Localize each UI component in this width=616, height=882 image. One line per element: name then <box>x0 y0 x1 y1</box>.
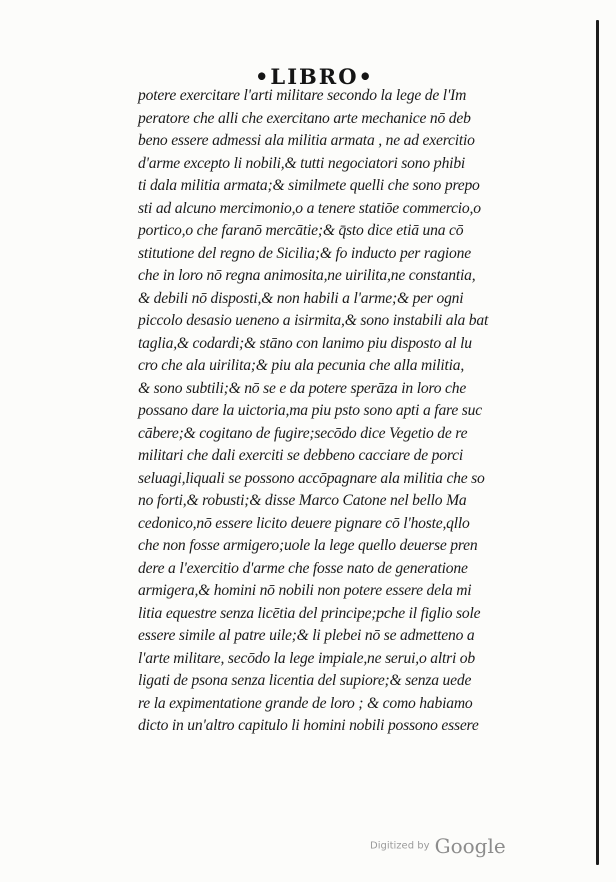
text-line: cābere;& cogitano de fugire;secōdo dice Vegetio de re <box>138 424 468 442</box>
text-line: sti ad alcuno mercimonio,o a tenere statiōe commercio,o <box>138 199 481 217</box>
text-line: essere simile al patre uile;& li plebei nō se admetteno a <box>138 627 475 644</box>
text-line: piccolo desasio ueneno a isirmita,& sono instabili ala bat <box>138 312 489 329</box>
text-line: potere exercitare l'arti militare secondo la lege de l'Im <box>138 87 467 104</box>
text-line: dicto in un'altro capitulo li homini nobili possono essere <box>138 717 479 734</box>
text-line: beno essere admessi ala militia armata , ne ad exercitio <box>138 132 475 149</box>
text-line: cro che ala uirilita;& piu ala pecunia che alla militia, <box>138 357 465 374</box>
text-line: possano dare la uictoria,ma piu psto sono apti a fare suc <box>138 402 482 419</box>
text-line: militari che dali exerciti se debbeno cacciare de porci <box>138 447 464 464</box>
text-line: armigera,& homini nō nobili non potere essere dela mi <box>138 582 472 599</box>
text-line: dere a l'exercitio d'arme che fosse nato de generatione <box>138 559 468 577</box>
text-line: d'arme excepto li nobili,& tutti negociatori sono ƿhibi <box>138 154 466 172</box>
running-header: •LIBRO• <box>255 64 374 89</box>
google-logo: Google <box>434 834 506 858</box>
text-line: l'arte militare, secōdo la lege impiale,ne serui,o altri ob <box>138 649 476 667</box>
text-line: cedonico,nō essere licito deuere pignare cō l'hoste,qllo <box>138 514 470 532</box>
text-line: portico,o che faranō mercātie;& q̄sto dice etiā una cō <box>138 222 464 239</box>
page-edge-rule <box>596 20 599 865</box>
text-line: taglia,& codardi;& stāno con lanimo piu disposto al lu <box>138 334 472 352</box>
digitization-watermark <box>370 834 506 858</box>
text-line: che in loro nō regna animosita,ne uirilita,ne constantia, <box>138 267 476 284</box>
text-line: peratore che alli che exercitano arte mechanice nō deb <box>138 109 471 127</box>
text-line: seluagi,liquali se possono accōpagnare ala militia che so <box>138 469 485 487</box>
text-line: & debili nō disposti,& non habili a l'arme;& per ogni <box>138 289 464 307</box>
text-line: stitutione del regno de Sicilia;& fo inducto per ragione <box>138 244 471 262</box>
text-line: no forti,& robusti;& disse Marco Catone nel bello Ma <box>138 492 467 509</box>
text-line: re la expimentatione grande de loro ; & como habiamo <box>138 694 473 712</box>
text-line: che non fosse armigero;uole la lege quello deuerse pren <box>138 537 478 554</box>
text-line: litia equestre senza licētia del principe;pche il figlio sole <box>138 604 481 622</box>
text-line: & sono subtili;& nō se e da potere sperāza in loro che <box>138 379 467 397</box>
text-line: ti dala militia armata;& similmete quelli che sono prepo <box>138 177 480 194</box>
text-line: ligati de psona senza licentia del supiore;& senza uede <box>138 672 472 689</box>
watermark-prefix: Digitized by <box>370 840 430 852</box>
